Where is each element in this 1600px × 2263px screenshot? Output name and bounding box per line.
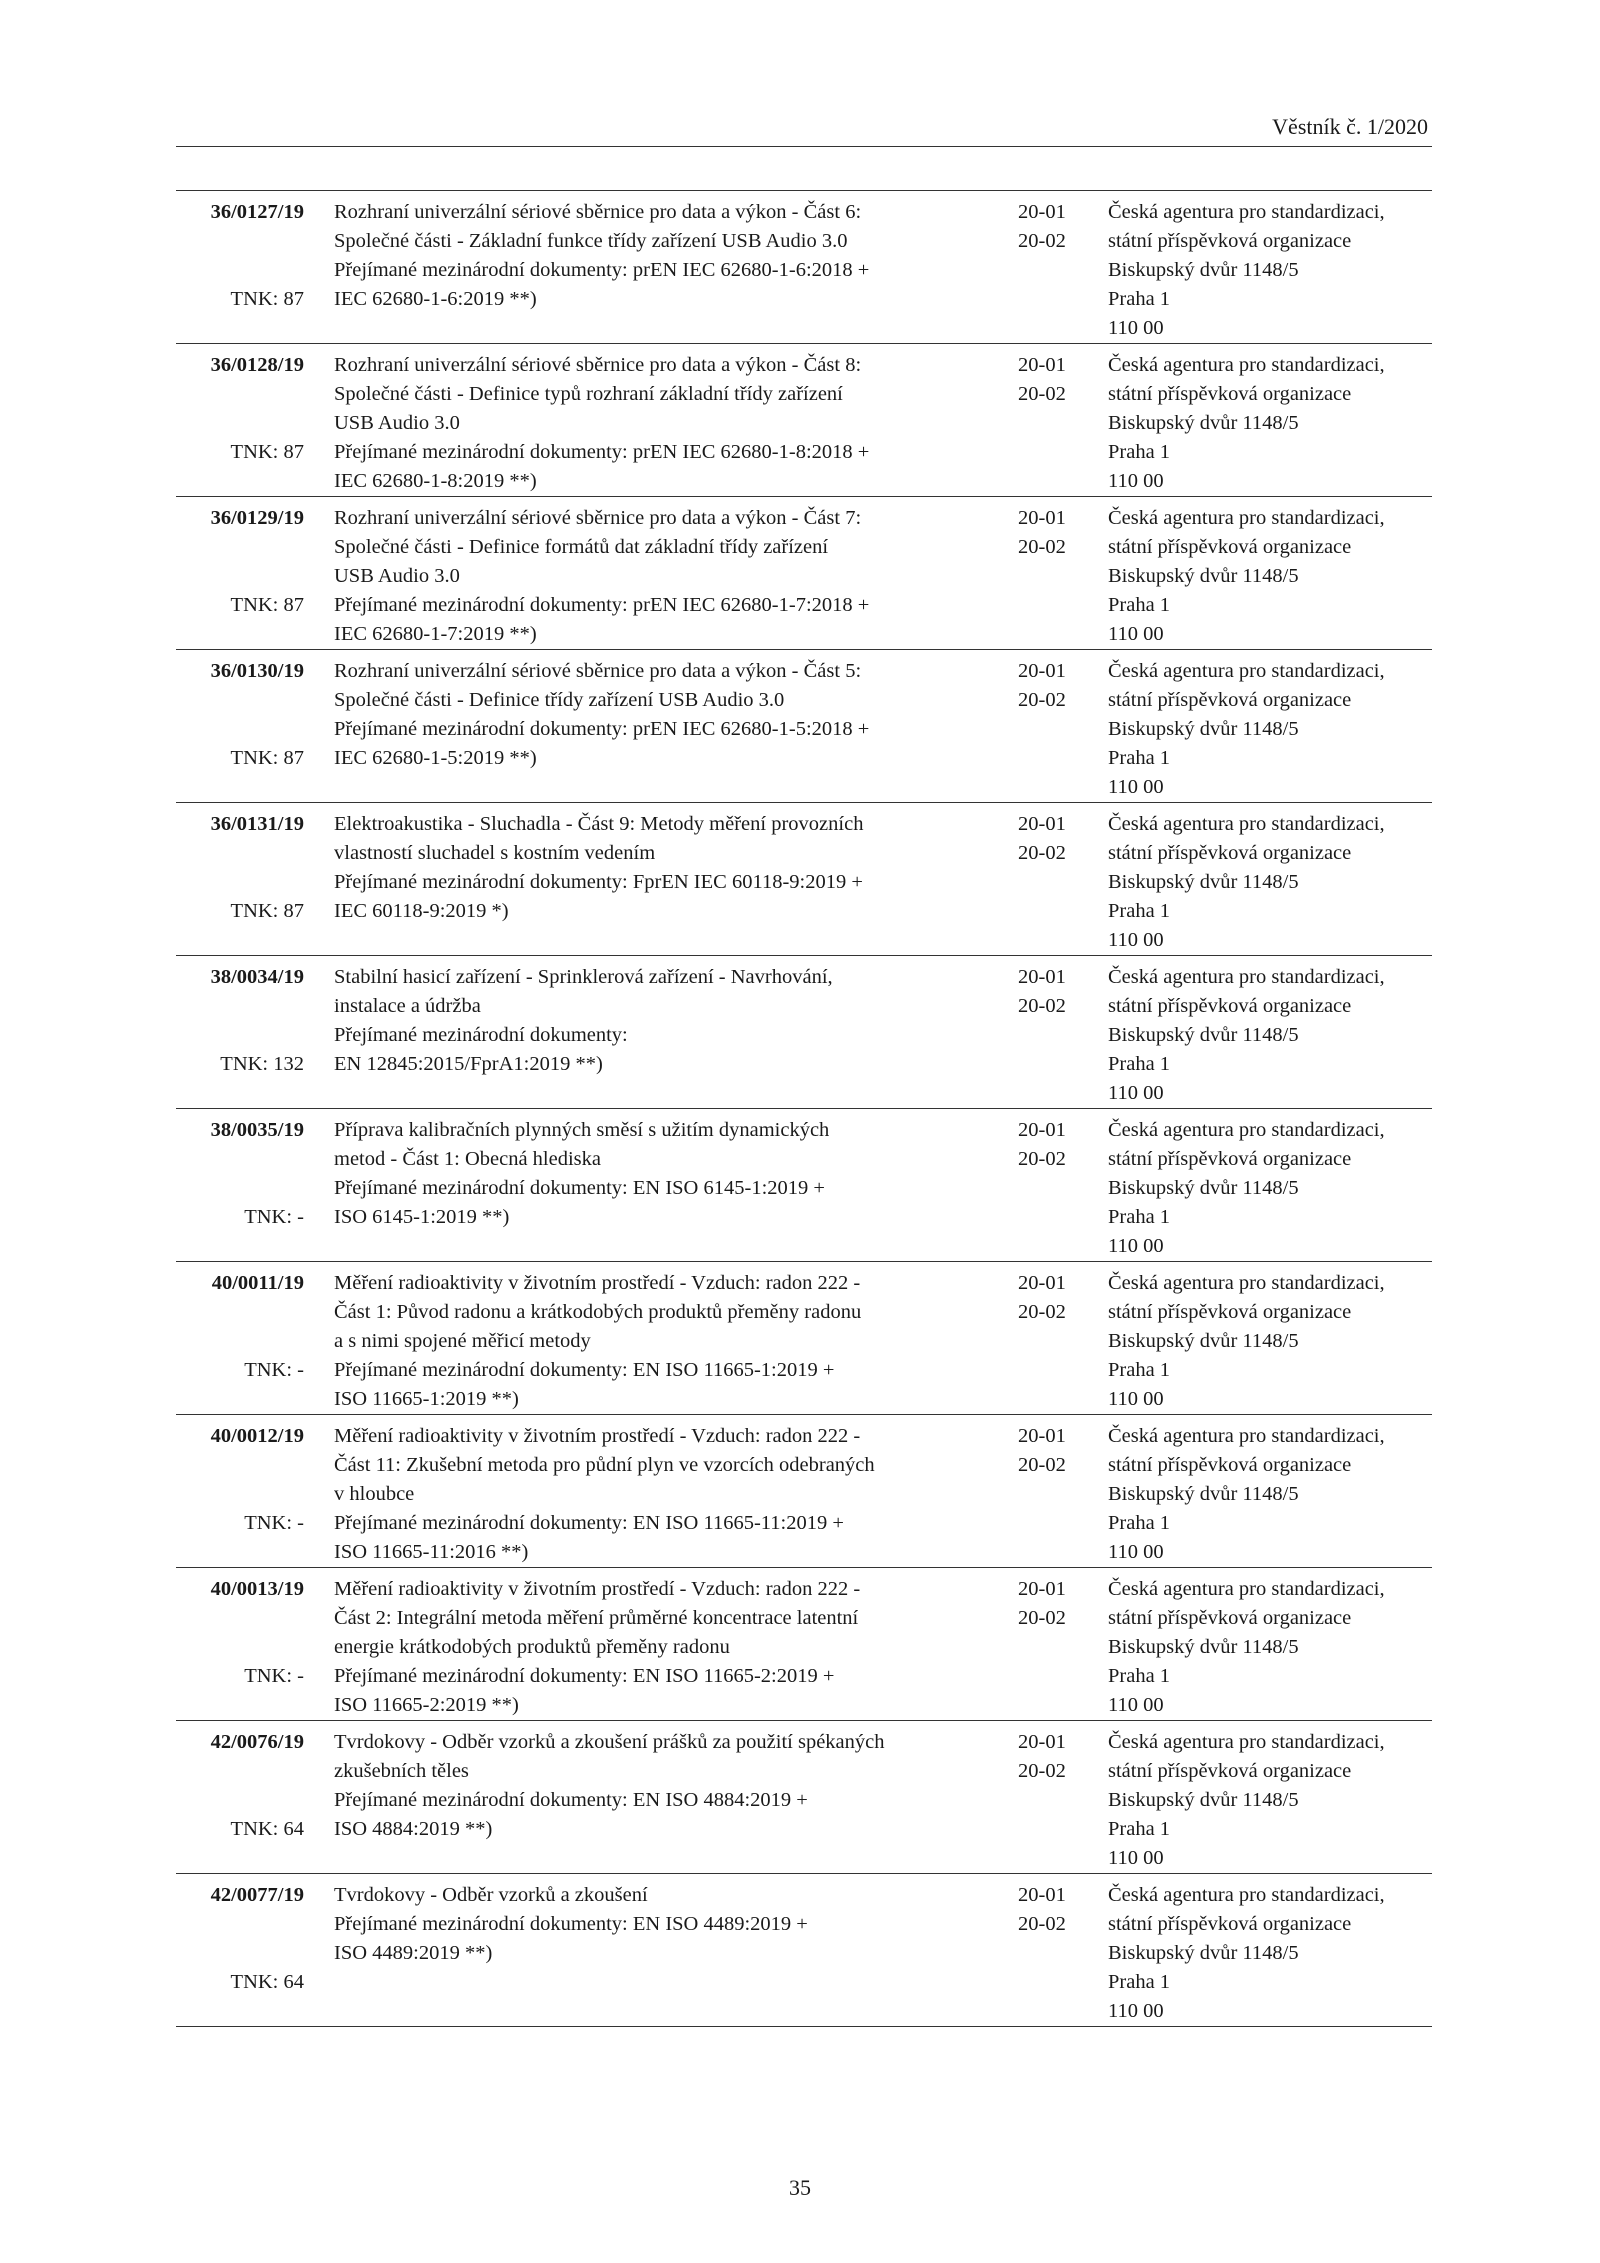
organization-line: 110 00 <box>1108 1082 1164 1104</box>
description-line: Přejímané mezinárodní dokumenty: EN ISO 11665-1:2019 + <box>334 1359 835 1381</box>
description-line: IEC 62680-1-5:2019 **) <box>334 747 537 769</box>
code-line: 20-01 <box>1018 201 1066 223</box>
organization-line: Praha 1 <box>1108 594 1171 616</box>
organization-line: Česká agentura pro standardizaci, <box>1108 354 1385 376</box>
tnk-label: TNK: - <box>244 1206 304 1228</box>
organization-line: 110 00 <box>1108 470 1164 492</box>
description-line: Rozhraní univerzální sériové sběrnice pro data a výkon - Část 8: <box>334 354 862 376</box>
code-line: 20-01 <box>1018 1425 1066 1447</box>
description-cell <box>334 1422 994 1567</box>
code-line: 20-01 <box>1018 1119 1066 1141</box>
organization-line: Praha 1 <box>1108 900 1171 922</box>
description-cell <box>334 198 994 314</box>
organization-line: 110 00 <box>1108 2000 1164 2022</box>
organization-cell <box>1108 1269 1438 1414</box>
row-id-cell <box>176 1881 304 2033</box>
organization-cell <box>1108 504 1438 649</box>
code-line: 20-01 <box>1018 507 1066 529</box>
organization-cell <box>1108 657 1438 802</box>
organization-cell <box>1108 810 1438 955</box>
description-line: ISO 4489:2019 **) <box>334 1942 493 1964</box>
organization-line: Biskupský dvůr 1148/5 <box>1108 1177 1299 1199</box>
row-id-cell <box>176 504 304 656</box>
code-line: 20-02 <box>1018 1607 1066 1629</box>
standard-number: 38/0035/19 <box>210 1119 304 1141</box>
organization-line: Česká agentura pro standardizaci, <box>1108 201 1385 223</box>
organization-line: Česká agentura pro standardizaci, <box>1108 507 1385 529</box>
organization-line: státní příspěvková organizace <box>1108 1454 1352 1476</box>
table-row <box>176 1262 1432 1415</box>
description-line: Měření radioaktivity v životním prostředí - Vzduch: radon 222 - <box>334 1272 861 1294</box>
tnk-label: TNK: - <box>244 1359 304 1381</box>
description-line: Přejímané mezinárodní dokumenty: EN ISO 4884:2019 + <box>334 1789 808 1811</box>
table-row <box>176 497 1432 650</box>
standard-number: 40/0011/19 <box>211 1272 304 1294</box>
standard-number: 40/0012/19 <box>210 1425 304 1447</box>
description-line: Přejímané mezinárodní dokumenty: prEN IEC 62680-1-5:2018 + <box>334 718 870 740</box>
description-line: Přejímané mezinárodní dokumenty: EN ISO 11665-11:2019 + <box>334 1512 844 1534</box>
codes-cell <box>1018 657 1088 715</box>
table-row <box>176 191 1432 344</box>
standard-number: 42/0076/19 <box>210 1731 304 1753</box>
organization-line: Praha 1 <box>1108 1512 1171 1534</box>
organization-line: 110 00 <box>1108 623 1164 645</box>
description-line: USB Audio 3.0 <box>334 565 460 587</box>
organization-line: 110 00 <box>1108 1388 1164 1410</box>
organization-cell <box>1108 1116 1438 1261</box>
code-line: 20-01 <box>1018 1272 1066 1294</box>
description-line: Část 2: Integrální metoda měření průměrné koncentrace latentní <box>334 1607 859 1629</box>
description-line: Rozhraní univerzální sériové sběrnice pro data a výkon - Část 5: <box>334 660 862 682</box>
header-rule <box>176 146 1432 147</box>
table-row <box>176 1415 1432 1568</box>
standard-number: 36/0130/19 <box>210 660 304 682</box>
organization-line: 110 00 <box>1108 929 1164 951</box>
codes-cell <box>1018 1422 1088 1480</box>
table-row <box>176 344 1432 497</box>
codes-cell <box>1018 198 1088 256</box>
organization-line: Česká agentura pro standardizaci, <box>1108 813 1385 835</box>
row-id-cell <box>176 1575 304 1727</box>
tnk-label: TNK: 87 <box>230 900 304 922</box>
codes-cell <box>1018 351 1088 409</box>
code-line: 20-02 <box>1018 1760 1066 1782</box>
description-line: Přejímané mezinárodní dokumenty: EN ISO 11665-2:2019 + <box>334 1665 835 1687</box>
description-line: ISO 11665-2:2019 **) <box>334 1694 519 1716</box>
organization-line: státní příspěvková organizace <box>1108 1301 1352 1323</box>
organization-line: Biskupský dvůr 1148/5 <box>1108 1330 1299 1352</box>
code-line: 20-02 <box>1018 383 1066 405</box>
organization-line: státní příspěvková organizace <box>1108 689 1352 711</box>
code-line: 20-02 <box>1018 1913 1066 1935</box>
row-id-cell <box>176 1269 304 1421</box>
organization-line: Biskupský dvůr 1148/5 <box>1108 1789 1299 1811</box>
table-row <box>176 803 1432 956</box>
organization-line: Česká agentura pro standardizaci, <box>1108 1578 1385 1600</box>
codes-cell <box>1018 1116 1088 1174</box>
code-line: 20-02 <box>1018 689 1066 711</box>
organization-line: Praha 1 <box>1108 1971 1171 1993</box>
organization-cell <box>1108 1575 1438 1720</box>
description-line: Měření radioaktivity v životním prostředí - Vzduch: radon 222 - <box>334 1425 861 1447</box>
organization-line: Česká agentura pro standardizaci, <box>1108 1425 1385 1447</box>
tnk-label: TNK: - <box>244 1665 304 1687</box>
organization-line: 110 00 <box>1108 1694 1164 1716</box>
description-cell <box>334 963 994 1079</box>
organization-line: 110 00 <box>1108 1541 1164 1563</box>
organization-line: Biskupský dvůr 1148/5 <box>1108 871 1299 893</box>
organization-line: Biskupský dvůr 1148/5 <box>1108 259 1299 281</box>
page-number: 35 <box>789 2175 811 2200</box>
tnk-label: TNK: 64 <box>230 1971 304 1993</box>
code-line: 20-01 <box>1018 813 1066 835</box>
organization-cell <box>1108 1728 1438 1873</box>
code-line: 20-01 <box>1018 354 1066 376</box>
standard-number: 40/0013/19 <box>210 1578 304 1600</box>
organization-line: Biskupský dvůr 1148/5 <box>1108 1942 1299 1964</box>
description-cell <box>334 351 994 496</box>
organization-line: Česká agentura pro standardizaci, <box>1108 1731 1385 1753</box>
description-line: Rozhraní univerzální sériové sběrnice pro data a výkon - Část 7: <box>334 507 862 529</box>
organization-line: Biskupský dvůr 1148/5 <box>1108 1636 1299 1658</box>
description-line: Stabilní hasicí zařízení - Sprinklerová zařízení - Navrhování, <box>334 966 833 988</box>
tnk-label: TNK: 132 <box>220 1053 304 1075</box>
organization-line: Praha 1 <box>1108 288 1171 310</box>
standards-table <box>176 190 1432 2027</box>
organization-line: státní příspěvková organizace <box>1108 383 1352 405</box>
organization-cell <box>1108 351 1438 496</box>
tnk-label: TNK: 87 <box>230 441 304 463</box>
organization-cell <box>1108 1422 1438 1567</box>
organization-line: Biskupský dvůr 1148/5 <box>1108 1483 1299 1505</box>
description-line: IEC 62680-1-7:2019 **) <box>334 623 537 645</box>
description-line: Tvrdokovy - Odběr vzorků a zkoušení prášků za použití spékaných <box>334 1731 885 1753</box>
standard-number: 36/0128/19 <box>210 354 304 376</box>
description-line: Přejímané mezinárodní dokumenty: prEN IEC 62680-1-6:2018 + <box>334 259 870 281</box>
row-id-cell <box>176 657 304 809</box>
description-line: vlastností sluchadel s kostním vedením <box>334 842 656 864</box>
organization-line: Česká agentura pro standardizaci, <box>1108 1119 1385 1141</box>
codes-cell <box>1018 1728 1088 1786</box>
row-id-cell <box>176 1116 304 1268</box>
code-line: 20-01 <box>1018 1731 1066 1753</box>
description-line: zkušebních těles <box>334 1760 469 1782</box>
organization-line: státní příspěvková organizace <box>1108 1760 1352 1782</box>
tnk-label: TNK: 64 <box>230 1818 304 1840</box>
description-line: ISO 11665-1:2019 **) <box>334 1388 519 1410</box>
description-line: Příprava kalibračních plynných směsí s užitím dynamických <box>334 1119 830 1141</box>
standard-number: 36/0127/19 <box>210 201 304 223</box>
description-line: Přejímané mezinárodní dokumenty: prEN IEC 62680-1-7:2018 + <box>334 594 870 616</box>
standard-number: 36/0129/19 <box>210 507 304 529</box>
code-line: 20-01 <box>1018 1578 1066 1600</box>
organization-line: státní příspěvková organizace <box>1108 842 1352 864</box>
description-line: IEC 62680-1-8:2019 **) <box>334 470 537 492</box>
description-cell <box>334 1269 994 1414</box>
codes-cell <box>1018 810 1088 868</box>
description-line: Přejímané mezinárodní dokumenty: prEN IEC 62680-1-8:2018 + <box>334 441 870 463</box>
organization-line: Biskupský dvůr 1148/5 <box>1108 412 1299 434</box>
organization-cell <box>1108 1881 1438 2026</box>
description-cell <box>334 657 994 773</box>
organization-line: Praha 1 <box>1108 1206 1171 1228</box>
description-line: IEC 62680-1-6:2019 **) <box>334 288 537 310</box>
description-line: Společné části - Definice formátů dat základní třídy zařízení <box>334 536 829 558</box>
organization-cell <box>1108 198 1438 343</box>
code-line: 20-01 <box>1018 660 1066 682</box>
description-line: IEC 60118-9:2019 *) <box>334 900 509 922</box>
standard-number: 36/0131/19 <box>210 813 304 835</box>
organization-line: Česká agentura pro standardizaci, <box>1108 1884 1385 1906</box>
description-cell <box>334 1575 994 1720</box>
description-line: Přejímané mezinárodní dokumenty: FprEN IEC 60118-9:2019 + <box>334 871 863 893</box>
code-line: 20-02 <box>1018 1148 1066 1170</box>
description-line: Tvrdokovy - Odběr vzorků a zkoušení <box>334 1884 648 1906</box>
organization-line: státní příspěvková organizace <box>1108 1607 1352 1629</box>
description-line: instalace a údržba <box>334 995 481 1017</box>
description-line: Společné části - Definice třídy zařízení USB Audio 3.0 <box>334 689 785 711</box>
description-line: USB Audio 3.0 <box>334 412 460 434</box>
codes-cell <box>1018 1575 1088 1633</box>
description-line: energie krátkodobých produktů přeměny radonu <box>334 1636 730 1658</box>
description-line: a s nimi spojené měřicí metody <box>334 1330 591 1352</box>
organization-line: státní příspěvková organizace <box>1108 1148 1352 1170</box>
organization-line: 110 00 <box>1108 1235 1164 1257</box>
description-line: v hloubce <box>334 1483 415 1505</box>
description-line: EN 12845:2015/FprA1:2019 **) <box>334 1053 603 1075</box>
organization-line: státní příspěvková organizace <box>1108 995 1352 1017</box>
organization-line: Česká agentura pro standardizaci, <box>1108 1272 1385 1294</box>
organization-line: 110 00 <box>1108 776 1164 798</box>
organization-line: Praha 1 <box>1108 1359 1171 1381</box>
table-row <box>176 956 1432 1109</box>
table-row <box>176 1721 1432 1874</box>
description-line: Přejímané mezinárodní dokumenty: <box>334 1024 628 1046</box>
description-line: ISO 11665-11:2016 **) <box>334 1541 529 1563</box>
table-row <box>176 650 1432 803</box>
organization-line: Praha 1 <box>1108 1665 1171 1687</box>
code-line: 20-01 <box>1018 1884 1066 1906</box>
organization-cell <box>1108 963 1438 1108</box>
standard-number: 38/0034/19 <box>210 966 304 988</box>
tnk-label: TNK: 87 <box>230 288 304 310</box>
organization-line: Biskupský dvůr 1148/5 <box>1108 565 1299 587</box>
description-cell <box>334 504 994 649</box>
organization-line: Biskupský dvůr 1148/5 <box>1108 1024 1299 1046</box>
codes-cell <box>1018 963 1088 1021</box>
description-line: ISO 6145-1:2019 **) <box>334 1206 510 1228</box>
description-line: Rozhraní univerzální sériové sběrnice pro data a výkon - Část 6: <box>334 201 862 223</box>
codes-cell <box>1018 1881 1088 1939</box>
code-line: 20-02 <box>1018 995 1066 1017</box>
organization-line: státní příspěvková organizace <box>1108 230 1352 252</box>
description-line: Část 1: Původ radonu a krátkodobých produktů přeměny radonu <box>334 1301 862 1323</box>
organization-line: Česká agentura pro standardizaci, <box>1108 660 1385 682</box>
description-line: metod - Část 1: Obecná hlediska <box>334 1148 602 1170</box>
description-line: Elektroakustika - Sluchadla - Část 9: Metody měření provozních <box>334 813 864 835</box>
organization-line: 110 00 <box>1108 317 1164 339</box>
description-line: Společné části - Definice typů rozhraní základní třídy zařízení <box>334 383 843 405</box>
organization-line: 110 00 <box>1108 1847 1164 1869</box>
code-line: 20-02 <box>1018 842 1066 864</box>
tnk-label: TNK: - <box>244 1512 304 1534</box>
tnk-label: TNK: 87 <box>230 747 304 769</box>
code-line: 20-02 <box>1018 1454 1066 1476</box>
row-id-cell <box>176 1728 304 1880</box>
organization-line: Česká agentura pro standardizaci, <box>1108 966 1385 988</box>
organization-line: Praha 1 <box>1108 1818 1171 1840</box>
code-line: 20-02 <box>1018 230 1066 252</box>
description-cell <box>334 1728 994 1844</box>
row-id-cell <box>176 198 304 350</box>
code-line: 20-01 <box>1018 966 1066 988</box>
description-line: Přejímané mezinárodní dokumenty: EN ISO 4489:2019 + <box>334 1913 808 1935</box>
code-line: 20-02 <box>1018 1301 1066 1323</box>
row-id-cell <box>176 810 304 962</box>
standard-number: 42/0077/19 <box>210 1884 304 1906</box>
description-cell <box>334 1116 994 1232</box>
description-line: Měření radioaktivity v životním prostředí - Vzduch: radon 222 - <box>334 1578 861 1600</box>
tnk-label: TNK: 87 <box>230 594 304 616</box>
organization-line: Praha 1 <box>1108 1053 1171 1075</box>
table-row <box>176 1874 1432 2027</box>
organization-line: Biskupský dvůr 1148/5 <box>1108 718 1299 740</box>
description-line: Společné části - Základní funkce třídy zařízení USB Audio 3.0 <box>334 230 848 252</box>
codes-cell <box>1018 1269 1088 1327</box>
codes-cell <box>1018 504 1088 562</box>
organization-line: státní příspěvková organizace <box>1108 1913 1352 1935</box>
organization-line: státní příspěvková organizace <box>1108 536 1352 558</box>
description-line: ISO 4884:2019 **) <box>334 1818 493 1840</box>
row-id-cell <box>176 963 304 1115</box>
description-line: Část 11: Zkušební metoda pro půdní plyn ve vzorcích odebraných <box>334 1454 875 1476</box>
organization-line: Praha 1 <box>1108 441 1171 463</box>
description-cell <box>334 810 994 926</box>
row-id-cell <box>176 351 304 503</box>
journal-title: Věstník č. 1/2020 <box>1272 114 1428 139</box>
description-cell <box>334 1881 994 1968</box>
organization-line: Praha 1 <box>1108 747 1171 769</box>
row-id-cell <box>176 1422 304 1574</box>
table-row <box>176 1109 1432 1262</box>
description-line: Přejímané mezinárodní dokumenty: EN ISO 6145-1:2019 + <box>334 1177 825 1199</box>
table-row <box>176 1568 1432 1721</box>
code-line: 20-02 <box>1018 536 1066 558</box>
